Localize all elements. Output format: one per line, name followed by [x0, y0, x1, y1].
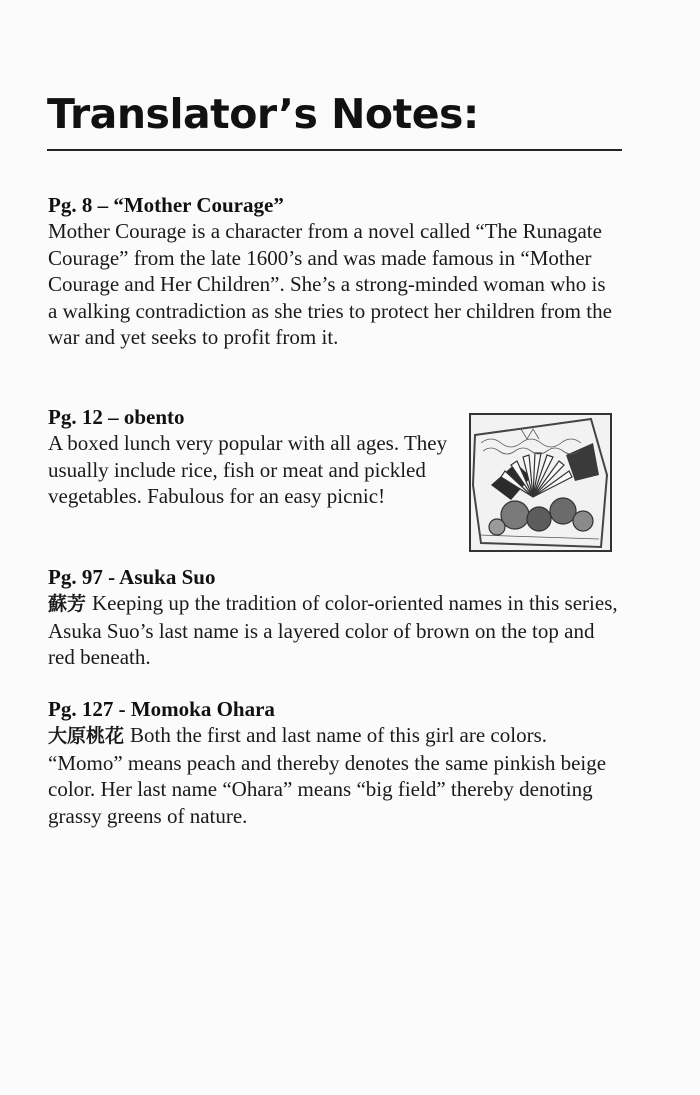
note-obento — [48, 404, 468, 510]
note-kanji: 大原桃花 — [48, 725, 125, 747]
note-heading: Pg. 8 – “Mother Courage” — [48, 193, 284, 217]
note-body — [48, 722, 623, 829]
note-kanji: 蘇芳 — [48, 593, 87, 615]
note-asuka-suo — [48, 564, 623, 671]
title-divider — [47, 149, 622, 151]
page-title: Translator’s Notes: — [47, 90, 479, 138]
note-text: Both the first and last name of this girl are colors. “Momo” means peach and thereby denotes the same pinkish beige color. Her last name “Ohara” means “big field” thereby denoting grassy greens of nature. — [48, 723, 607, 828]
note-heading: Pg. 12 – obento — [48, 405, 185, 429]
note-body — [48, 590, 623, 671]
note-momoka-ohara — [48, 696, 623, 829]
obento-drawing — [471, 415, 610, 550]
note-body: Mother Courage is a character from a novel called “The Runagate Courage” from the late 1600’s and was made famous in “Mother Courage and Her Children”. She’s a strong-minded woman who is a walking contradiction as she tries to protect her children from the war and yet seeks to profit from it. — [48, 219, 612, 349]
note-mother-courage — [48, 192, 618, 351]
obento-box-illustration — [469, 413, 612, 552]
note-text: Keeping up the tradition of color-oriented names in this series, Asuka Suo’s last name is a layered color of brown on the top and red beneath. — [48, 591, 618, 669]
note-heading: Pg. 97 - Asuka Suo — [48, 565, 216, 589]
note-body: A boxed lunch very popular with all ages. They usually include rice, fish or meat and pickled vegetables. Fabulous for an easy picnic! — [48, 431, 448, 508]
note-heading: Pg. 127 - Momoka Ohara — [48, 697, 275, 721]
